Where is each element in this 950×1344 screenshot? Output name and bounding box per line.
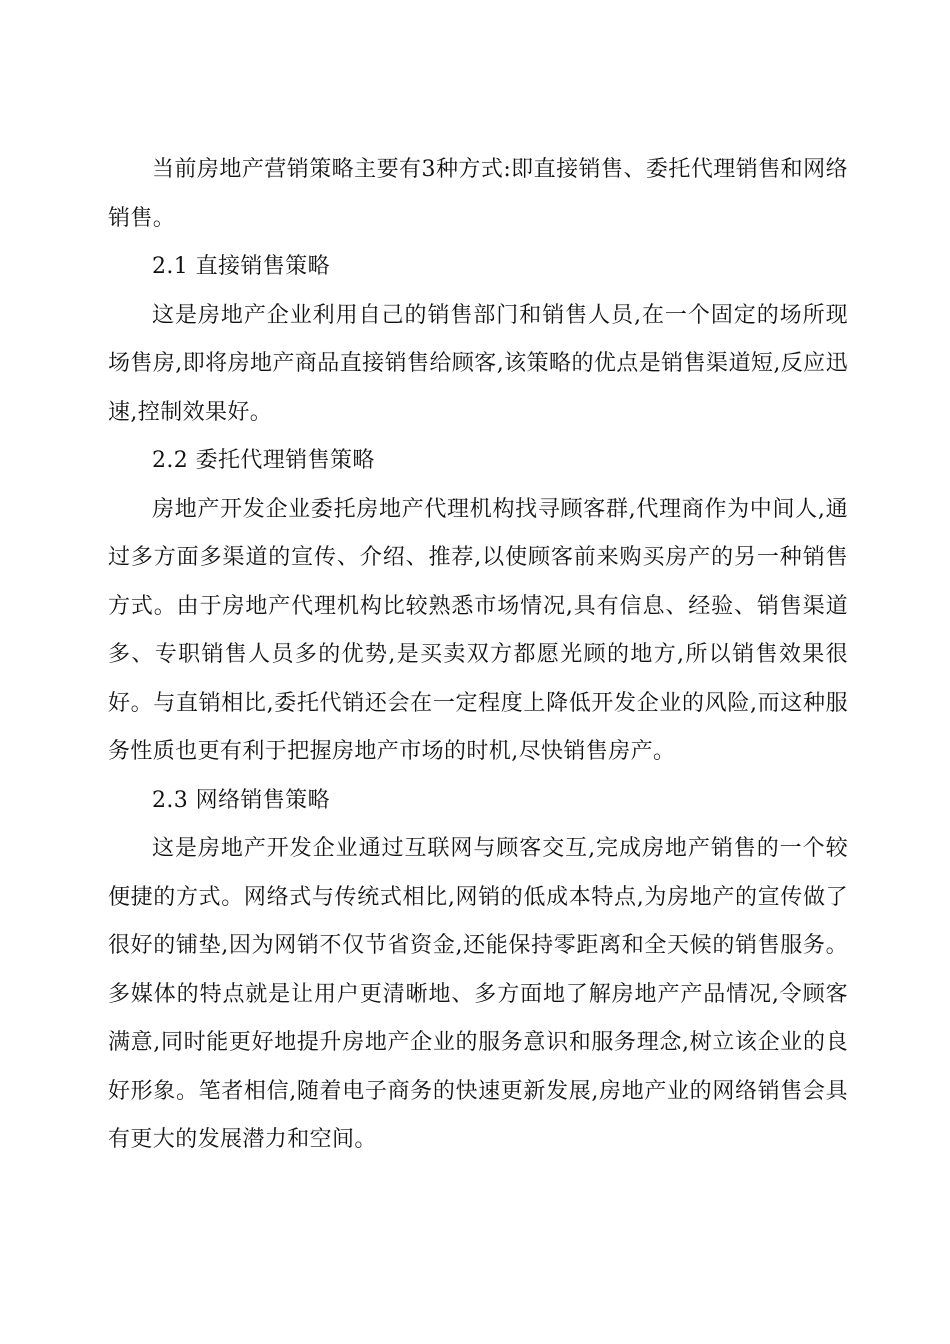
section-heading-direct-sales: 2.1 直接销售策略 (152, 254, 330, 279)
paragraph-online-sales: 这是房地产开发企业通过互联网与顾客交互,完成房地产销售的一个较便捷的方式。网络式与传统式相比,网销的低成本特点,为房地产的宣传做了很好的铺垫,因为网销不仅节省资金,还能保持零距离和全天候的销售服务。多媒体的特点就是让用户更清晰地、多方面地了解房地产产品情况,令顾客满意,同时能更好地提升房地产企业的服务意识和服务理念,树立该企业的良好形象。笔者相信,随着电子商务的快速更新发展,房地产业的网络销售会具有更大的发展潜力和空间。 (108, 836, 848, 1152)
document-body (108, 146, 848, 1165)
section-heading-agency-sales: 2.2 委托代理销售策略 (152, 448, 375, 473)
paragraph-agency-sales: 房地产开发企业委托房地产代理机构找寻顾客群,代理商作为中间人,通过多方面多渠道的宣传、介绍、推荐,以使顾客前来购买房产的另一种销售方式。由于房地产代理机构比较熟悉市场情况,具有信息、经验、销售渠道多、专职销售人员多的优势,是买卖双方都愿光顾的地方,所以销售效果很好。与直销相比,委托代销还会在一定程度上降低开发企业的风险,而这种服务性质也更有利于把握房地产市场的时机,尽快销售房产。 (108, 496, 848, 764)
paragraph-direct-sales: 这是房地产企业利用自己的销售部门和销售人员,在一个固定的场所现场售房,即将房地产商品直接销售给顾客,该策略的优点是销售渠道短,反应迅速,控制效果好。 (108, 302, 848, 425)
intro-paragraph: 当前房地产营销策略主要有3种方式:即直接销售、委托代理销售和网络销售。 (108, 157, 848, 231)
section-heading-online-sales: 2.3 网络销售策略 (152, 787, 330, 813)
